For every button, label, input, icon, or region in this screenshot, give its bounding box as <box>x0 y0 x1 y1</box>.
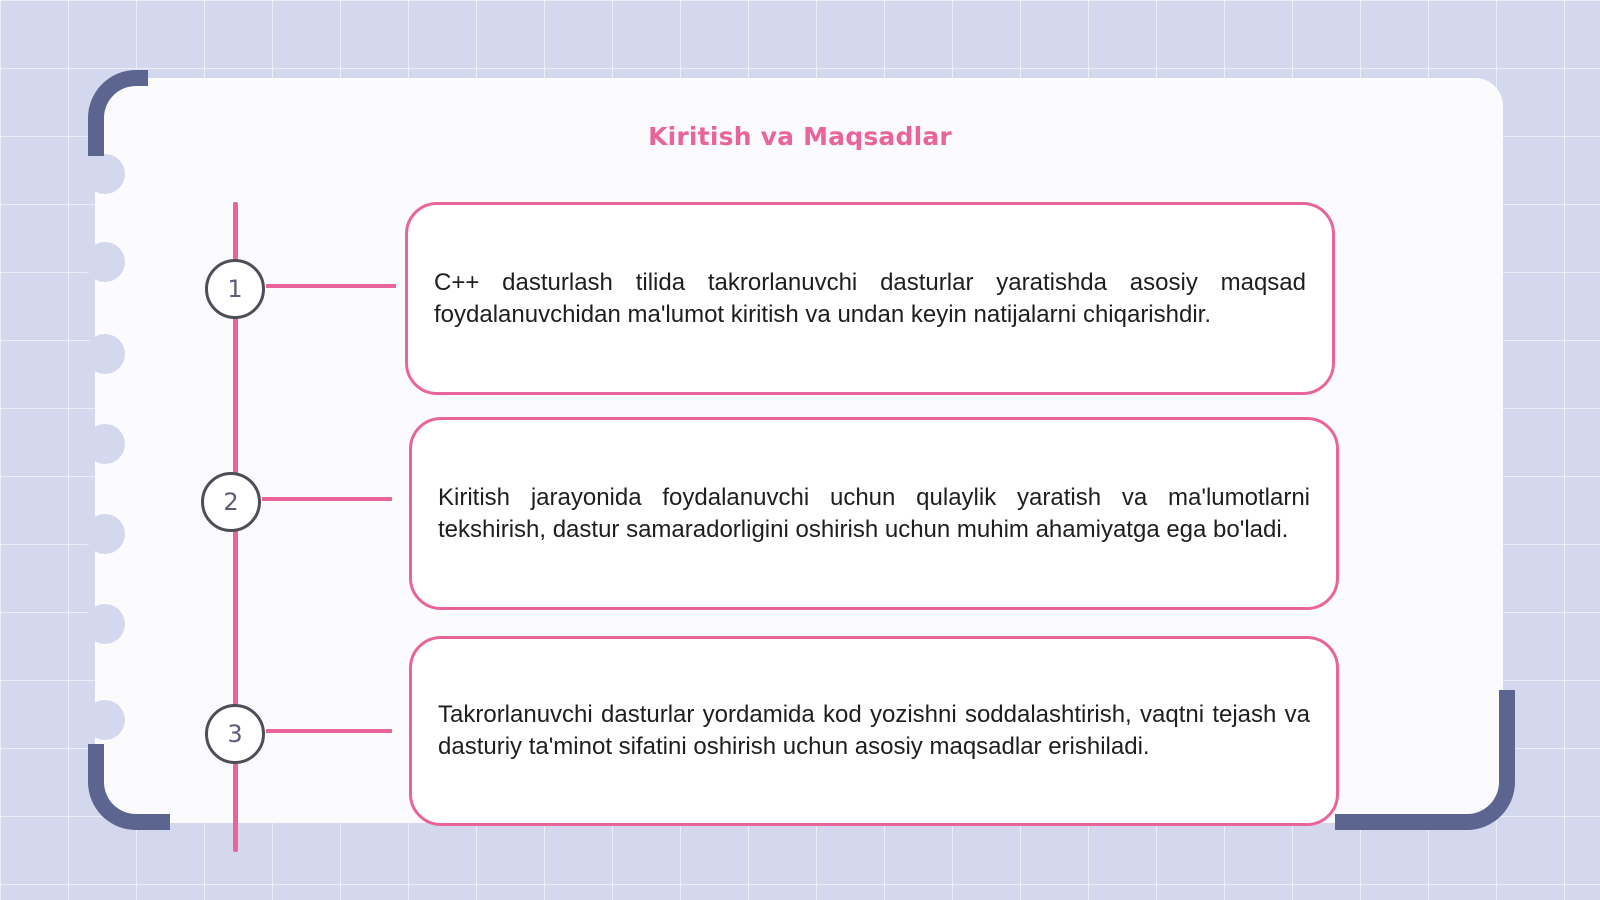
content-card <box>409 636 1339 826</box>
card-text: C++ dasturlash tilida takrorlanuvchi dasturlar yaratishda asosiy maqsad foydalanuvchidan ma'lumot kiritish va undan keyin natijalarni chiqarishdir. <box>434 268 1306 328</box>
paper-notch <box>85 154 125 194</box>
paper-notch <box>85 514 125 554</box>
timeline-connector <box>262 497 392 501</box>
step-number: 3 <box>227 720 243 748</box>
card-text: Kiritish jarayonida foydalanuvchi uchun qulaylik yaratish va ma'lumotlarni tekshirish, dastur samaradorligini oshirish uchun muhim ahamiyatga ega bo'ladi. <box>438 483 1310 543</box>
frame-corner-bottom-right <box>1335 690 1515 830</box>
step-number-badge <box>205 259 265 319</box>
step-number-badge <box>201 472 261 532</box>
paper-notch <box>85 700 125 740</box>
step-number: 2 <box>223 488 239 516</box>
frame-corner-bottom-left <box>88 744 170 830</box>
paper-notch <box>85 604 125 644</box>
content-card <box>409 417 1339 610</box>
card-text: Takrorlanuvchi dasturlar yordamida kod yozishni soddalashtirish, vaqtni tejash va dasturiy ta'minot sifatini oshirish uchun asosiy maqsadlar erishiladi. <box>438 701 1310 760</box>
content-card <box>405 202 1335 395</box>
frame-corner-top-left <box>88 70 148 156</box>
paper-notch <box>85 424 125 464</box>
paper-notch <box>85 242 125 282</box>
step-number-badge <box>205 704 265 764</box>
step-number: 1 <box>227 275 243 303</box>
timeline-connector <box>266 729 392 733</box>
paper-notch <box>85 334 125 374</box>
slide-title: Kiritish va Maqsadlar <box>648 122 952 151</box>
timeline-connector <box>266 284 396 288</box>
